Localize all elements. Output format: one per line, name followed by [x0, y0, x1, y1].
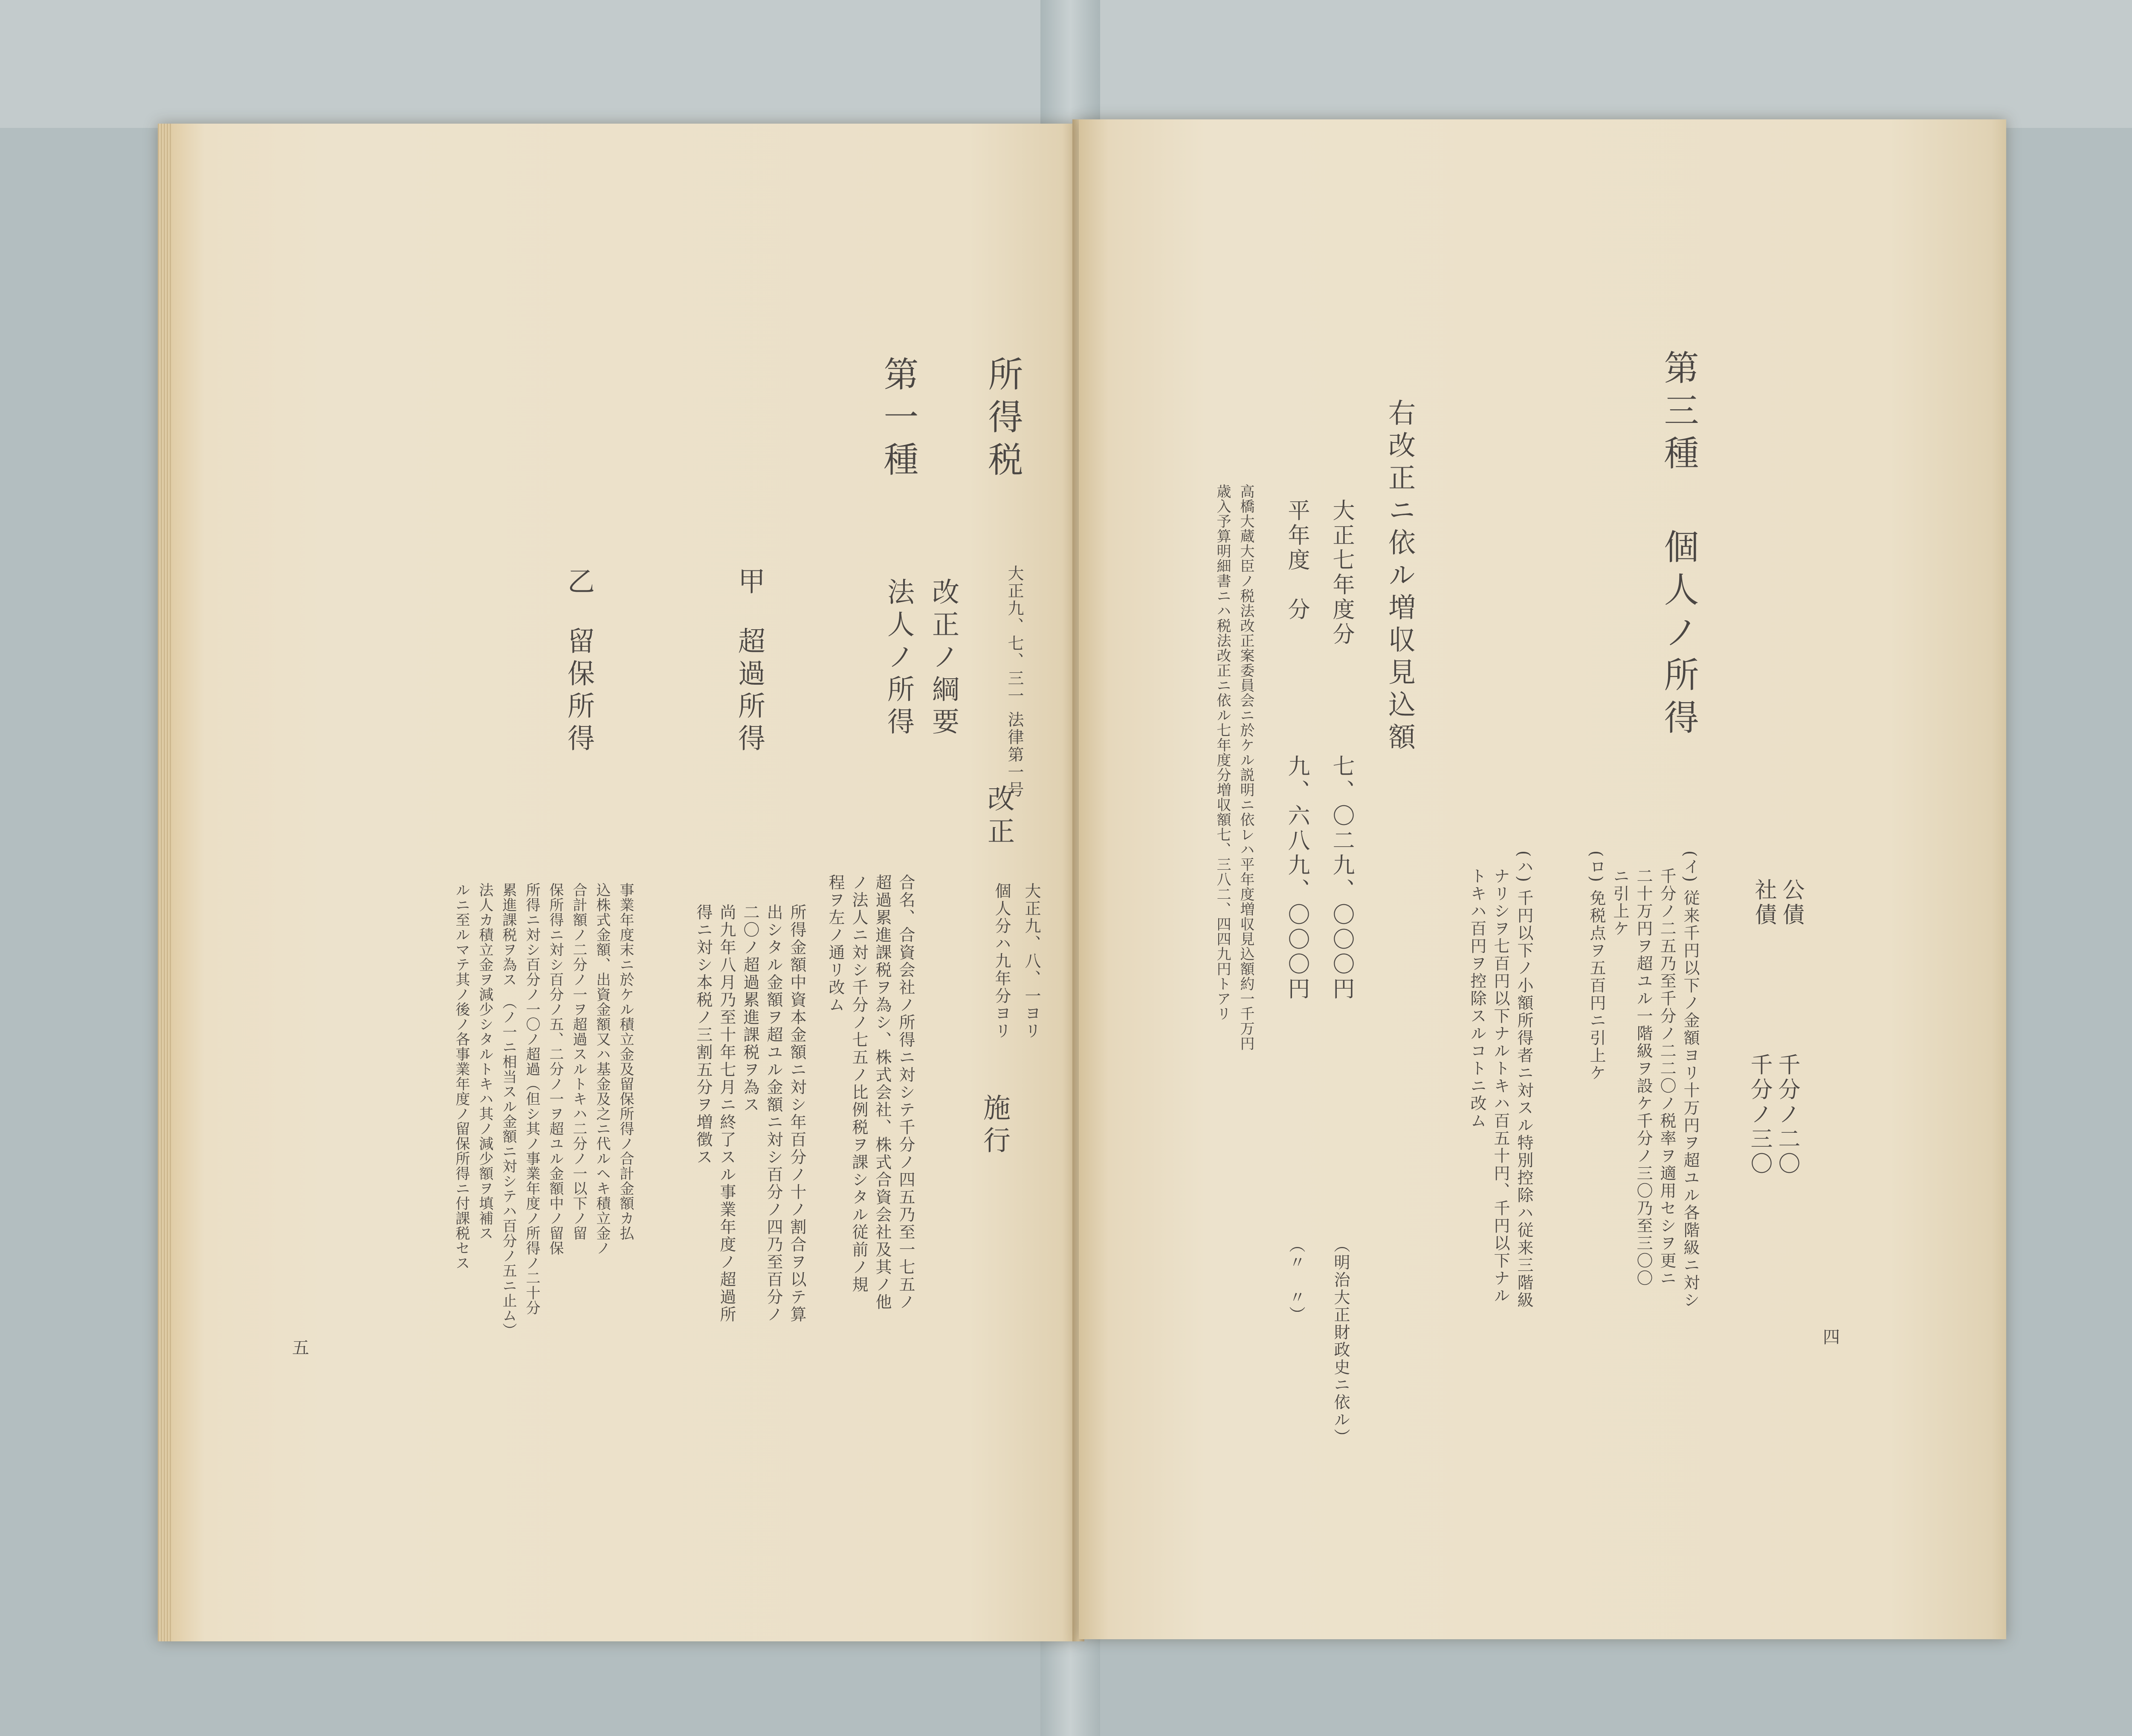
- enforcement-date: 大正九、八、一ヨリ: [1022, 882, 1041, 1040]
- item-otsu-title: 留保所得: [563, 627, 594, 756]
- text-3-line-2: 込株式金額、出資金額又ハ基金及之ニ代ルヘキ積立金ノ: [594, 882, 611, 1256]
- item-ro: (ロ) 免税点ヲ五百円ニ引上ケ: [1587, 851, 1606, 1082]
- page-number-left: 五: [292, 1338, 309, 1358]
- text-3-line-8: ルニ至ルマテ其ノ後ノ各事業年度ノ留保所得ニ付課税セス: [453, 882, 470, 1270]
- text-1-line-3: ノ法人ニ対シ千分ノ七五ノ比例税ヲ課シタル従前ノ規: [849, 874, 868, 1293]
- type1-subject: 法人ノ所得: [883, 578, 914, 740]
- bond-rate-corporate: 千分ノ三〇: [1747, 1053, 1772, 1177]
- text-3-line-4: 保所得ニ対シ百分ノ五、二分ノ一ヲ超ユル金額中ノ留保: [547, 882, 564, 1256]
- section-title: 改正ノ綱要: [927, 578, 959, 740]
- type1-heading: 第一種: [878, 356, 918, 484]
- enforcement-note: 個人分ハ九年分ヨリ: [992, 882, 1011, 1040]
- fy1-note: （明治大正財政史ニ依ル）: [1331, 1236, 1350, 1446]
- bond-label-public: 公債: [1779, 878, 1804, 928]
- text-3-line-5: 所得ニ対シ百分ノ一〇ノ超過（但シ其ノ事業年度ノ所得ノ二十分: [523, 882, 540, 1315]
- text-2-line-2: 出シタル金額ヲ超ユル金額ニ対シ百分ノ四乃至百分ノ: [764, 904, 783, 1323]
- item-i-line-2: 千分ノ二五乃至千分ノ二二〇ノ税率ヲ適用セシヲ更ニ: [1657, 868, 1676, 1287]
- law-reference: 大正九、七、三一 法律第一号: [1005, 565, 1024, 799]
- page-edge-stack: [158, 124, 172, 1641]
- item-ha-line-2: ナリシヲ七百円以下ナルトキハ百五十円、千円以下ナル: [1491, 868, 1510, 1305]
- item-otsu-mark: 乙: [563, 567, 594, 599]
- text-2-line-3: 二〇ノ超過累進課税ヲ為ス: [741, 904, 759, 1114]
- fy1-amount: 七、〇二九、〇〇〇円: [1329, 755, 1354, 1002]
- item-ko-title: 超過所得: [733, 627, 765, 756]
- text-3-line-7: 法人カ積立金ヲ減少シタルトキハ其ノ減少額ヲ填補ス: [476, 882, 493, 1241]
- type3-heading: 第三種: [1658, 350, 1699, 477]
- fy1-label: 大正七年度分: [1329, 499, 1354, 647]
- fy2-note: （〃 〃）: [1286, 1236, 1305, 1324]
- text-1-line-1: 合名、合資会社ノ所得ニ対シテ千分ノ四五乃至一七五ノ: [896, 874, 915, 1311]
- finance-note-line-2: 歳入予算明細書ニハ税法改正ニ依ル七年度分増収額七、三八二、四四九円トアリ: [1214, 484, 1231, 1021]
- page-number-right: 四: [1823, 1328, 1840, 1347]
- right-page: [1079, 119, 2006, 1639]
- item-i-line-4: ニ引上ケ: [1611, 868, 1629, 937]
- type3-subject: 個人ノ所得: [1658, 529, 1699, 742]
- finance-note-line-1: 高橋大蔵大臣ノ税法改正案委員会ニ於ケル説明ニ依レハ平年度増収見込額約一千万円: [1237, 484, 1254, 1051]
- item-ha-line-1: (ハ) 千円以下ノ小額所得者ニ対スル特別控除ハ従来三階級: [1515, 851, 1533, 1309]
- bond-rate-public: 千分ノ二〇: [1774, 1053, 1800, 1177]
- item-i-line-3: 二十万円ヲ超ユル一階級ヲ設ケ千分ノ三〇乃至三〇〇: [1634, 868, 1653, 1287]
- text-3-line-6: 累進課税ヲ為ス （ノ一ニ相当スル金額ニ対シテハ百分ノ五ニ止ム）: [500, 882, 517, 1338]
- item-ko-mark: 甲: [733, 567, 765, 599]
- enforcement-label: 施行: [979, 1094, 1010, 1158]
- text-1-line-4: 程ヲ左ノ通リ改ム: [826, 874, 845, 1014]
- left-page: [158, 124, 1079, 1641]
- increase-heading: 右改正ニ依ル増収見込額: [1384, 399, 1415, 755]
- text-2-line-1: 所得金額中資本金額ニ対シ年百分ノ十ノ割合ヲ以テ算: [788, 904, 806, 1323]
- text-2-line-5: 得ニ対シ本税ノ三割五分ヲ増徴ス: [694, 904, 713, 1166]
- revision-label: 改正: [983, 784, 1014, 849]
- item-i-line-1: (イ) 従来千円以下ノ金額ヨリ十万円ヲ超ユル各階級ニ対シ: [1681, 851, 1700, 1309]
- text-3-line-3: 合計額ノ二分ノ一ヲ超過スルトキハ二分ノ一以下ノ留: [570, 882, 587, 1241]
- tax-title: 所得税: [982, 356, 1023, 484]
- fy2-amount: 九、六八九、〇〇〇円: [1284, 755, 1309, 1002]
- text-1-line-2: 超過累進課税ヲ為シ、株式会社、株式合資会社及其ノ他: [873, 874, 892, 1311]
- fy2-label: 平年度 分: [1284, 499, 1309, 622]
- text-3-line-1: 事業年度末ニ於ケル積立金及留保所得ノ合計金額カ払: [617, 882, 634, 1241]
- bond-label-corporate: 社債: [1751, 878, 1776, 928]
- item-ha-line-3: トキハ百円ヲ控除スルコトニ改ム: [1468, 868, 1486, 1130]
- text-2-line-4: 尚九年八月乃至十年七月ニ終了スル事業年度ノ超過所: [717, 904, 736, 1323]
